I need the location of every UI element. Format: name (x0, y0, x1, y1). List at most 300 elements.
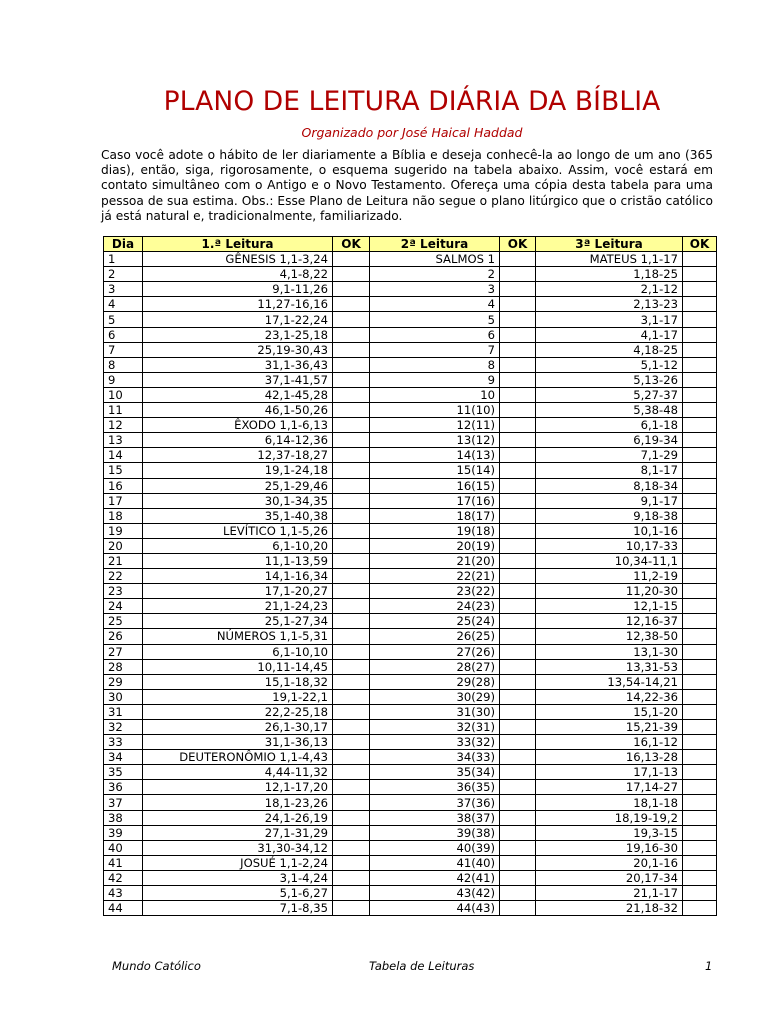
ok-checkbox-1[interactable] (333, 433, 370, 448)
ok-checkbox-1[interactable] (333, 478, 370, 493)
ok-checkbox-3[interactable] (683, 750, 717, 765)
table-row (104, 765, 717, 780)
ok-checkbox-3[interactable] (683, 267, 717, 282)
first-reading-cell: 4,1-8,22 (143, 267, 333, 282)
ok-checkbox-2[interactable] (500, 282, 536, 297)
first-reading-cell: 37,1-41,57 (143, 372, 333, 387)
ok-checkbox-1[interactable] (333, 855, 370, 870)
day-cell: 15 (104, 463, 143, 478)
table-row (104, 584, 717, 599)
ok-checkbox-3[interactable] (683, 553, 717, 568)
ok-checkbox-3[interactable] (683, 735, 717, 750)
page-subtitle: Organizado por José Haical Haddad (301, 125, 523, 140)
ok-checkbox-2[interactable] (500, 312, 536, 327)
ok-checkbox-1[interactable] (333, 599, 370, 614)
day-cell: 19 (104, 523, 143, 538)
table-row (104, 493, 717, 508)
ok-checkbox-1[interactable] (333, 674, 370, 689)
day-cell: 13 (104, 433, 143, 448)
header-third-reading: 3ª Leitura (536, 237, 683, 252)
ok-checkbox-1[interactable] (333, 584, 370, 599)
second-reading-cell: 44(43) (370, 901, 500, 916)
day-cell: 14 (104, 448, 143, 463)
third-reading-cell: 6,19-34 (536, 433, 683, 448)
third-reading-cell: 5,1-12 (536, 357, 683, 372)
table-row (104, 433, 717, 448)
ok-checkbox-1[interactable] (333, 750, 370, 765)
header-ok-3: OK (683, 237, 717, 252)
ok-checkbox-1[interactable] (333, 372, 370, 387)
table-row (104, 553, 717, 568)
ok-checkbox-1[interactable] (333, 523, 370, 538)
ok-checkbox-2[interactable] (500, 569, 536, 584)
third-reading-cell: 9,1-17 (536, 493, 683, 508)
table-row (104, 720, 717, 735)
third-reading-cell: 9,18-38 (536, 508, 683, 523)
ok-checkbox-2[interactable] (500, 508, 536, 523)
first-reading-cell: JOSUÉ 1,1-2,24 (143, 855, 333, 870)
second-reading-cell: 37(36) (370, 795, 500, 810)
ok-checkbox-3[interactable] (683, 840, 717, 855)
first-reading-cell: 31,1-36,43 (143, 357, 333, 372)
ok-checkbox-2[interactable] (500, 674, 536, 689)
table-row (104, 538, 717, 553)
ok-checkbox-1[interactable] (333, 629, 370, 644)
first-reading-cell: 17,1-20,27 (143, 584, 333, 599)
footer-left: Mundo Católico (112, 959, 201, 973)
table-row (104, 901, 717, 916)
ok-checkbox-1[interactable] (333, 282, 370, 297)
ok-checkbox-3[interactable] (683, 569, 717, 584)
third-reading-cell: 12,38-50 (536, 629, 683, 644)
second-reading-cell: 24(23) (370, 599, 500, 614)
ok-checkbox-2[interactable] (500, 433, 536, 448)
ok-checkbox-3[interactable] (683, 478, 717, 493)
ok-checkbox-2[interactable] (500, 538, 536, 553)
ok-checkbox-1[interactable] (333, 795, 370, 810)
ok-checkbox-2[interactable] (500, 252, 536, 267)
second-reading-cell: 19(18) (370, 523, 500, 538)
ok-checkbox-2[interactable] (500, 357, 536, 372)
second-reading-cell: 27(26) (370, 644, 500, 659)
third-reading-cell: 5,27-37 (536, 387, 683, 402)
ok-checkbox-3[interactable] (683, 433, 717, 448)
ok-checkbox-2[interactable] (500, 478, 536, 493)
day-cell: 9 (104, 372, 143, 387)
day-cell: 3 (104, 282, 143, 297)
ok-checkbox-1[interactable] (333, 614, 370, 629)
ok-checkbox-1[interactable] (333, 418, 370, 433)
ok-checkbox-1[interactable] (333, 689, 370, 704)
table-row (104, 704, 717, 719)
day-cell: 29 (104, 674, 143, 689)
ok-checkbox-2[interactable] (500, 418, 536, 433)
ok-checkbox-3[interactable] (683, 372, 717, 387)
ok-checkbox-1[interactable] (333, 644, 370, 659)
day-cell: 11 (104, 403, 143, 418)
first-reading-cell: ÊXODO 1,1-6,13 (143, 418, 333, 433)
ok-checkbox-3[interactable] (683, 403, 717, 418)
first-reading-cell: 12,37-18,27 (143, 448, 333, 463)
ok-checkbox-1[interactable] (333, 327, 370, 342)
day-cell: 2 (104, 267, 143, 282)
third-reading-cell: 2,13-23 (536, 297, 683, 312)
table-row (104, 795, 717, 810)
ok-checkbox-2[interactable] (500, 855, 536, 870)
ok-checkbox-1[interactable] (333, 840, 370, 855)
first-reading-cell: 5,1-6,27 (143, 886, 333, 901)
ok-checkbox-3[interactable] (683, 342, 717, 357)
ok-checkbox-3[interactable] (683, 357, 717, 372)
first-reading-cell: 6,1-10,20 (143, 538, 333, 553)
ok-checkbox-3[interactable] (683, 327, 717, 342)
ok-checkbox-2[interactable] (500, 780, 536, 795)
ok-checkbox-2[interactable] (500, 493, 536, 508)
ok-checkbox-1[interactable] (333, 901, 370, 916)
table-row (104, 644, 717, 659)
ok-checkbox-3[interactable] (683, 901, 717, 916)
day-cell: 41 (104, 855, 143, 870)
second-reading-cell: 8 (370, 357, 500, 372)
ok-checkbox-2[interactable] (500, 750, 536, 765)
third-reading-cell: 6,1-18 (536, 418, 683, 433)
ok-checkbox-1[interactable] (333, 870, 370, 885)
ok-checkbox-2[interactable] (500, 448, 536, 463)
table-row (104, 735, 717, 750)
second-reading-cell: 13(12) (370, 433, 500, 448)
third-reading-cell: 7,1-29 (536, 448, 683, 463)
ok-checkbox-2[interactable] (500, 795, 536, 810)
ok-checkbox-1[interactable] (333, 704, 370, 719)
day-cell: 16 (104, 478, 143, 493)
table-row (104, 478, 717, 493)
table-row (104, 312, 717, 327)
ok-checkbox-3[interactable] (683, 674, 717, 689)
third-reading-cell: 14,22-36 (536, 689, 683, 704)
ok-checkbox-2[interactable] (500, 297, 536, 312)
ok-checkbox-1[interactable] (333, 735, 370, 750)
table-row (104, 357, 717, 372)
second-reading-cell: 16(15) (370, 478, 500, 493)
day-cell: 37 (104, 795, 143, 810)
table-row (104, 508, 717, 523)
third-reading-cell: 15,21-39 (536, 720, 683, 735)
ok-checkbox-1[interactable] (333, 387, 370, 402)
second-reading-cell: 21(20) (370, 553, 500, 568)
third-reading-cell: 21,1-17 (536, 886, 683, 901)
ok-checkbox-2[interactable] (500, 403, 536, 418)
first-reading-cell: 25,1-27,34 (143, 614, 333, 629)
table-row (104, 614, 717, 629)
header-day: Dia (104, 237, 143, 252)
first-reading-cell: 25,1-29,46 (143, 478, 333, 493)
third-reading-cell: 8,18-34 (536, 478, 683, 493)
day-cell: 17 (104, 493, 143, 508)
ok-checkbox-3[interactable] (683, 418, 717, 433)
ok-checkbox-1[interactable] (333, 810, 370, 825)
third-reading-cell: 20,1-16 (536, 855, 683, 870)
first-reading-cell: 23,1-25,18 (143, 327, 333, 342)
page-title: PLANO DE LEITURA DIÁRIA DA BÍBLIA (163, 86, 661, 117)
third-reading-cell: 4,18-25 (536, 342, 683, 357)
table-row (104, 403, 717, 418)
ok-checkbox-2[interactable] (500, 372, 536, 387)
ok-checkbox-3[interactable] (683, 282, 717, 297)
first-reading-cell: 42,1-45,28 (143, 387, 333, 402)
third-reading-cell: 18,1-18 (536, 795, 683, 810)
ok-checkbox-1[interactable] (333, 886, 370, 901)
ok-checkbox-1[interactable] (333, 569, 370, 584)
ok-checkbox-1[interactable] (333, 508, 370, 523)
ok-checkbox-3[interactable] (683, 538, 717, 553)
third-reading-cell: 5,38-48 (536, 403, 683, 418)
second-reading-cell: 38(37) (370, 810, 500, 825)
ok-checkbox-1[interactable] (333, 312, 370, 327)
second-reading-cell: 35(34) (370, 765, 500, 780)
ok-checkbox-1[interactable] (333, 780, 370, 795)
third-reading-cell: 20,17-34 (536, 870, 683, 885)
ok-checkbox-2[interactable] (500, 327, 536, 342)
ok-checkbox-2[interactable] (500, 825, 536, 840)
first-reading-cell: 14,1-16,34 (143, 569, 333, 584)
second-reading-cell: 33(32) (370, 735, 500, 750)
day-cell: 23 (104, 584, 143, 599)
table-row (104, 750, 717, 765)
ok-checkbox-3[interactable] (683, 297, 717, 312)
first-reading-cell: 18,1-23,26 (143, 795, 333, 810)
ok-checkbox-3[interactable] (683, 720, 717, 735)
ok-checkbox-3[interactable] (683, 659, 717, 674)
ok-checkbox-3[interactable] (683, 825, 717, 840)
ok-checkbox-3[interactable] (683, 855, 717, 870)
third-reading-cell: 10,17-33 (536, 538, 683, 553)
third-reading-cell: 19,3-15 (536, 825, 683, 840)
third-reading-cell: 10,34-11,1 (536, 553, 683, 568)
ok-checkbox-2[interactable] (500, 644, 536, 659)
first-reading-cell: GÊNESIS 1,1-3,24 (143, 252, 333, 267)
ok-checkbox-1[interactable] (333, 267, 370, 282)
day-cell: 44 (104, 901, 143, 916)
ok-checkbox-1[interactable] (333, 493, 370, 508)
third-reading-cell: 12,1-15 (536, 599, 683, 614)
ok-checkbox-3[interactable] (683, 644, 717, 659)
ok-checkbox-3[interactable] (683, 312, 717, 327)
ok-checkbox-2[interactable] (500, 720, 536, 735)
ok-checkbox-2[interactable] (500, 886, 536, 901)
ok-checkbox-1[interactable] (333, 297, 370, 312)
ok-checkbox-2[interactable] (500, 840, 536, 855)
third-reading-cell: 13,1-30 (536, 644, 683, 659)
day-cell: 43 (104, 886, 143, 901)
ok-checkbox-1[interactable] (333, 357, 370, 372)
second-reading-cell: 36(35) (370, 780, 500, 795)
day-cell: 20 (104, 538, 143, 553)
first-reading-cell: 15,1-18,32 (143, 674, 333, 689)
second-reading-cell: 22(21) (370, 569, 500, 584)
day-cell: 39 (104, 825, 143, 840)
first-reading-cell: 17,1-22,24 (143, 312, 333, 327)
day-cell: 12 (104, 418, 143, 433)
ok-checkbox-2[interactable] (500, 689, 536, 704)
day-cell: 42 (104, 870, 143, 885)
third-reading-cell: 5,13-26 (536, 372, 683, 387)
table-row (104, 297, 717, 312)
third-reading-cell: 17,14-27 (536, 780, 683, 795)
first-reading-cell: 11,27-16,16 (143, 297, 333, 312)
day-cell: 32 (104, 720, 143, 735)
third-reading-cell: MATEUS 1,1-17 (536, 252, 683, 267)
first-reading-cell: LEVÍTICO 1,1-5,26 (143, 523, 333, 538)
second-reading-cell: 34(33) (370, 750, 500, 765)
second-reading-cell: 40(39) (370, 840, 500, 855)
ok-checkbox-2[interactable] (500, 870, 536, 885)
ok-checkbox-3[interactable] (683, 584, 717, 599)
second-reading-cell: 41(40) (370, 855, 500, 870)
ok-checkbox-1[interactable] (333, 252, 370, 267)
ok-checkbox-2[interactable] (500, 659, 536, 674)
ok-checkbox-2[interactable] (500, 342, 536, 357)
ok-checkbox-2[interactable] (500, 523, 536, 538)
ok-checkbox-3[interactable] (683, 599, 717, 614)
day-cell: 38 (104, 810, 143, 825)
day-cell: 35 (104, 765, 143, 780)
ok-checkbox-2[interactable] (500, 463, 536, 478)
ok-checkbox-3[interactable] (683, 689, 717, 704)
table-row (104, 448, 717, 463)
day-cell: 18 (104, 508, 143, 523)
second-reading-cell: 14(13) (370, 448, 500, 463)
ok-checkbox-2[interactable] (500, 901, 536, 916)
second-reading-cell: 25(24) (370, 614, 500, 629)
table-row (104, 569, 717, 584)
first-reading-cell: NÚMEROS 1,1-5,31 (143, 629, 333, 644)
table-row (104, 870, 717, 885)
second-reading-cell: 18(17) (370, 508, 500, 523)
ok-checkbox-2[interactable] (500, 735, 536, 750)
ok-checkbox-1[interactable] (333, 448, 370, 463)
day-cell: 25 (104, 614, 143, 629)
ok-checkbox-1[interactable] (333, 765, 370, 780)
ok-checkbox-3[interactable] (683, 870, 717, 885)
ok-checkbox-3[interactable] (683, 508, 717, 523)
second-reading-cell: 7 (370, 342, 500, 357)
ok-checkbox-2[interactable] (500, 599, 536, 614)
ok-checkbox-2[interactable] (500, 810, 536, 825)
day-cell: 8 (104, 357, 143, 372)
intro-paragraph: Caso você adote o hábito de ler diariamente a Bíblia e deseja conhecê-la ao longo de um ano (365 dias), então, siga, rigorosamente, o esquema sugerido na tabela abaixo. Assim, você estará em contato simultâneo com o Antigo e o Novo Testamento. Ofereça uma cópia desta tabela para uma pessoa de sua estima. Obs.: Esse Plano de Leitura não segue o plano litúrgico que o cristão católico já está natural e, tradicionalmente, familiarizado. (101, 148, 713, 223)
ok-checkbox-1[interactable] (333, 720, 370, 735)
ok-checkbox-1[interactable] (333, 463, 370, 478)
day-cell: 31 (104, 704, 143, 719)
ok-checkbox-2[interactable] (500, 584, 536, 599)
second-reading-cell: 15(14) (370, 463, 500, 478)
ok-checkbox-2[interactable] (500, 629, 536, 644)
ok-checkbox-2[interactable] (500, 267, 536, 282)
table-row (104, 372, 717, 387)
ok-checkbox-3[interactable] (683, 765, 717, 780)
ok-checkbox-2[interactable] (500, 387, 536, 402)
first-reading-cell: 19,1-22,1 (143, 689, 333, 704)
first-reading-cell: 11,1-13,59 (143, 553, 333, 568)
third-reading-cell: 11,20-30 (536, 584, 683, 599)
footer-page-number: 1 (705, 959, 713, 973)
third-reading-cell: 16,1-12 (536, 735, 683, 750)
ok-checkbox-3[interactable] (683, 704, 717, 719)
first-reading-cell: 31,30-34,12 (143, 840, 333, 855)
day-cell: 28 (104, 659, 143, 674)
table-row (104, 629, 717, 644)
table-row (104, 267, 717, 282)
day-cell: 6 (104, 327, 143, 342)
ok-checkbox-1[interactable] (333, 659, 370, 674)
ok-checkbox-3[interactable] (683, 493, 717, 508)
ok-checkbox-1[interactable] (333, 553, 370, 568)
table-body (104, 252, 717, 916)
ok-checkbox-3[interactable] (683, 795, 717, 810)
ok-checkbox-1[interactable] (333, 538, 370, 553)
day-cell: 40 (104, 840, 143, 855)
ok-checkbox-2[interactable] (500, 765, 536, 780)
ok-checkbox-1[interactable] (333, 825, 370, 840)
second-reading-cell: 6 (370, 327, 500, 342)
first-reading-cell: 27,1-31,29 (143, 825, 333, 840)
second-reading-cell: 28(27) (370, 659, 500, 674)
first-reading-cell: 25,19-30,43 (143, 342, 333, 357)
third-reading-cell: 2,1-12 (536, 282, 683, 297)
day-cell: 7 (104, 342, 143, 357)
ok-checkbox-3[interactable] (683, 387, 717, 402)
ok-checkbox-1[interactable] (333, 403, 370, 418)
second-reading-cell: 20(19) (370, 538, 500, 553)
first-reading-cell: 30,1-34,35 (143, 493, 333, 508)
second-reading-cell: 30(29) (370, 689, 500, 704)
second-reading-cell: 31(30) (370, 704, 500, 719)
table-row (104, 810, 717, 825)
ok-checkbox-3[interactable] (683, 523, 717, 538)
second-reading-cell: 12(11) (370, 418, 500, 433)
third-reading-cell: 15,1-20 (536, 704, 683, 719)
ok-checkbox-3[interactable] (683, 780, 717, 795)
ok-checkbox-2[interactable] (500, 704, 536, 719)
first-reading-cell: 9,1-11,26 (143, 282, 333, 297)
ok-checkbox-2[interactable] (500, 553, 536, 568)
ok-checkbox-3[interactable] (683, 252, 717, 267)
ok-checkbox-2[interactable] (500, 614, 536, 629)
second-reading-cell: SALMOS 1 (370, 252, 500, 267)
ok-checkbox-3[interactable] (683, 886, 717, 901)
first-reading-cell: 3,1-4,24 (143, 870, 333, 885)
ok-checkbox-3[interactable] (683, 810, 717, 825)
table-row (104, 523, 717, 538)
ok-checkbox-3[interactable] (683, 448, 717, 463)
ok-checkbox-3[interactable] (683, 629, 717, 644)
second-reading-cell: 43(42) (370, 886, 500, 901)
first-reading-cell: 12,1-17,20 (143, 780, 333, 795)
third-reading-cell: 13,31-53 (536, 659, 683, 674)
second-reading-cell: 17(16) (370, 493, 500, 508)
table-row (104, 599, 717, 614)
second-reading-cell: 10 (370, 387, 500, 402)
second-reading-cell: 29(28) (370, 674, 500, 689)
ok-checkbox-3[interactable] (683, 463, 717, 478)
third-reading-cell: 16,13-28 (536, 750, 683, 765)
ok-checkbox-3[interactable] (683, 614, 717, 629)
footer-center: Tabela de Leituras (369, 959, 475, 973)
second-reading-cell: 39(38) (370, 825, 500, 840)
first-reading-cell: 10,11-14,45 (143, 659, 333, 674)
ok-checkbox-1[interactable] (333, 342, 370, 357)
first-reading-cell: 22,2-25,18 (143, 704, 333, 719)
